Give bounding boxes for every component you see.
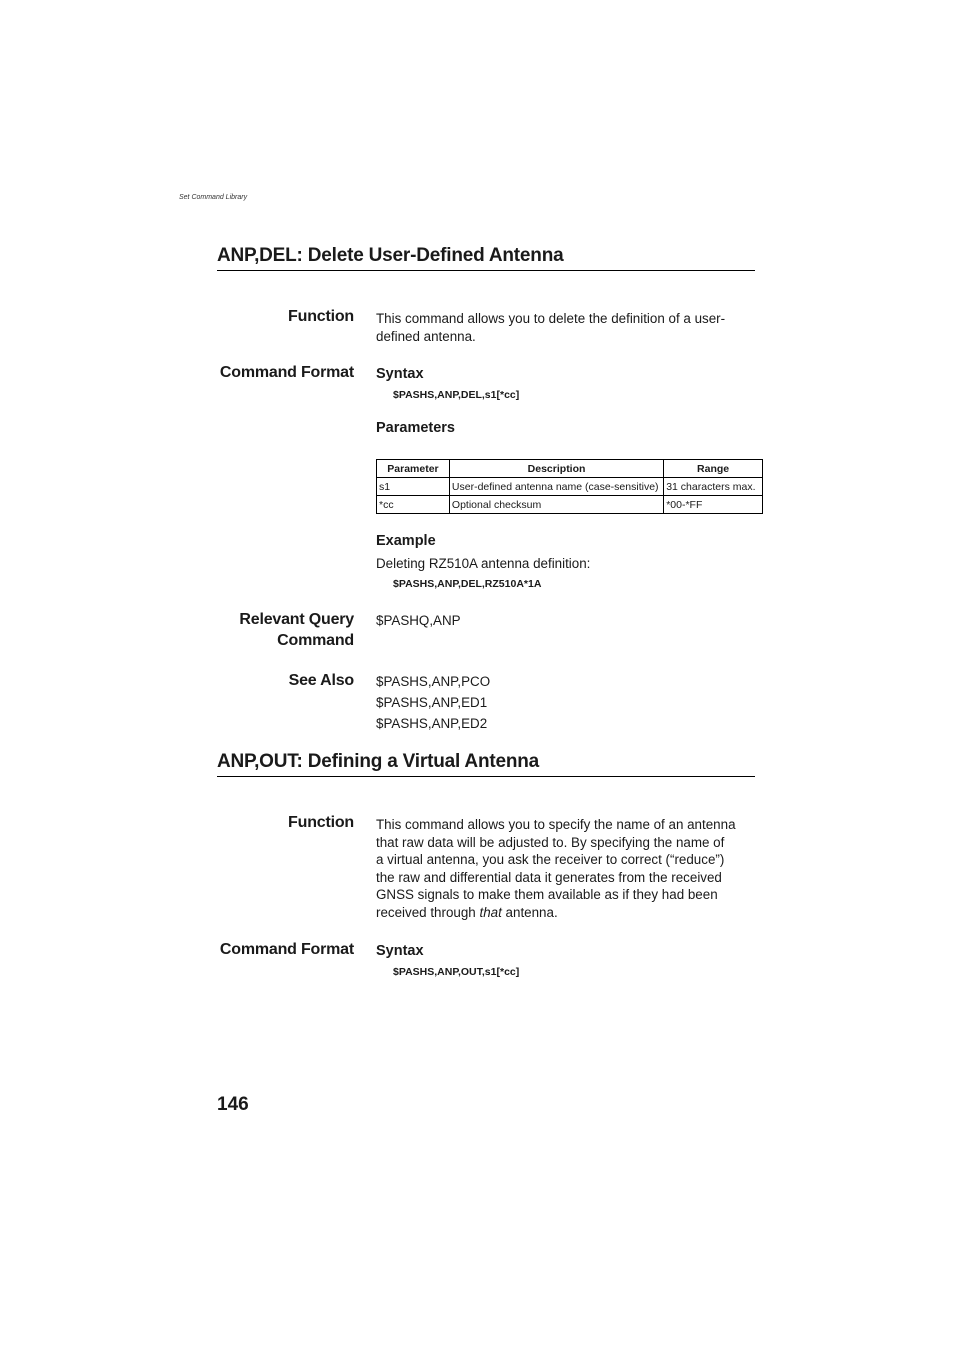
function-text-suffix: antenna. (501, 904, 558, 920)
syntax-code: $PASHS,ANP,DEL,s1[*cc] (393, 389, 520, 401)
table-cell: Optional checksum (449, 496, 663, 514)
section-title-anp-del: ANP,DEL: Delete User-Defined Antenna (217, 245, 755, 271)
function-label: Function (288, 308, 354, 325)
table-header-cell: Range (664, 460, 763, 478)
function-text-prefix: received through (376, 904, 480, 920)
syntax-heading: Syntax (376, 943, 424, 959)
function-description-line (376, 904, 558, 921)
function-description-line: This command allows you to specify the name of an antenna (376, 817, 736, 832)
function-description-line: GNSS signals to make them available as if they had been (376, 887, 718, 902)
example-text: Deleting RZ510A antenna definition: (376, 556, 591, 571)
running-header: Set Command Library (179, 194, 248, 201)
table-cell: s1 (377, 478, 450, 496)
table-cell: User-defined antenna name (case-sensitive) (449, 478, 663, 496)
command-format-label: Command Format (219, 941, 354, 958)
table-cell: 31 characters max. (664, 478, 763, 496)
page-number: 146 (217, 1094, 249, 1115)
function-description: This command allows you to delete the definition of a user-defined antenna. (376, 311, 726, 344)
see-also-item: $PASHS,ANP,PCO (376, 674, 491, 689)
section-title-anp-out: ANP,OUT: Defining a Virtual Antenna (217, 751, 755, 777)
see-also-item: $PASHS,ANP,ED1 (376, 695, 488, 710)
syntax-code: $PASHS,ANP,OUT,s1[*cc] (393, 966, 520, 978)
relevant-query-label-line2: Command (277, 632, 354, 649)
table-cell: *cc (377, 496, 450, 514)
table-row (377, 478, 763, 496)
relevant-query-value: $PASHQ,ANP (376, 613, 461, 628)
table-cell: *00-*FF (664, 496, 763, 514)
function-description-line: the raw and differential data it generates from the received (376, 869, 722, 885)
table-header-row (377, 460, 763, 478)
function-text-emphasis: that (479, 904, 502, 920)
parameters-heading: Parameters (376, 420, 455, 436)
table-row (377, 496, 763, 514)
syntax-heading: Syntax (376, 366, 424, 382)
table-header-cell: Description (449, 460, 663, 478)
table-header-cell: Parameter (377, 460, 450, 478)
function-label: Function (288, 814, 354, 831)
relevant-query-label: Relevant Query (239, 611, 354, 628)
function-description-line: a virtual antenna, you ask the receiver to correct (“reduce”) (376, 852, 725, 867)
example-code: $PASHS,ANP,DEL,RZ510A*1A (393, 578, 542, 590)
command-format-label: Command Format (219, 364, 354, 381)
see-also-label: See Also (288, 672, 354, 689)
parameters-table (376, 459, 763, 514)
see-also-item: $PASHS,ANP,ED2 (376, 716, 488, 731)
function-description-line: that raw data will be adjusted to. By specifying the name of (376, 834, 725, 850)
example-heading: Example (376, 533, 436, 549)
